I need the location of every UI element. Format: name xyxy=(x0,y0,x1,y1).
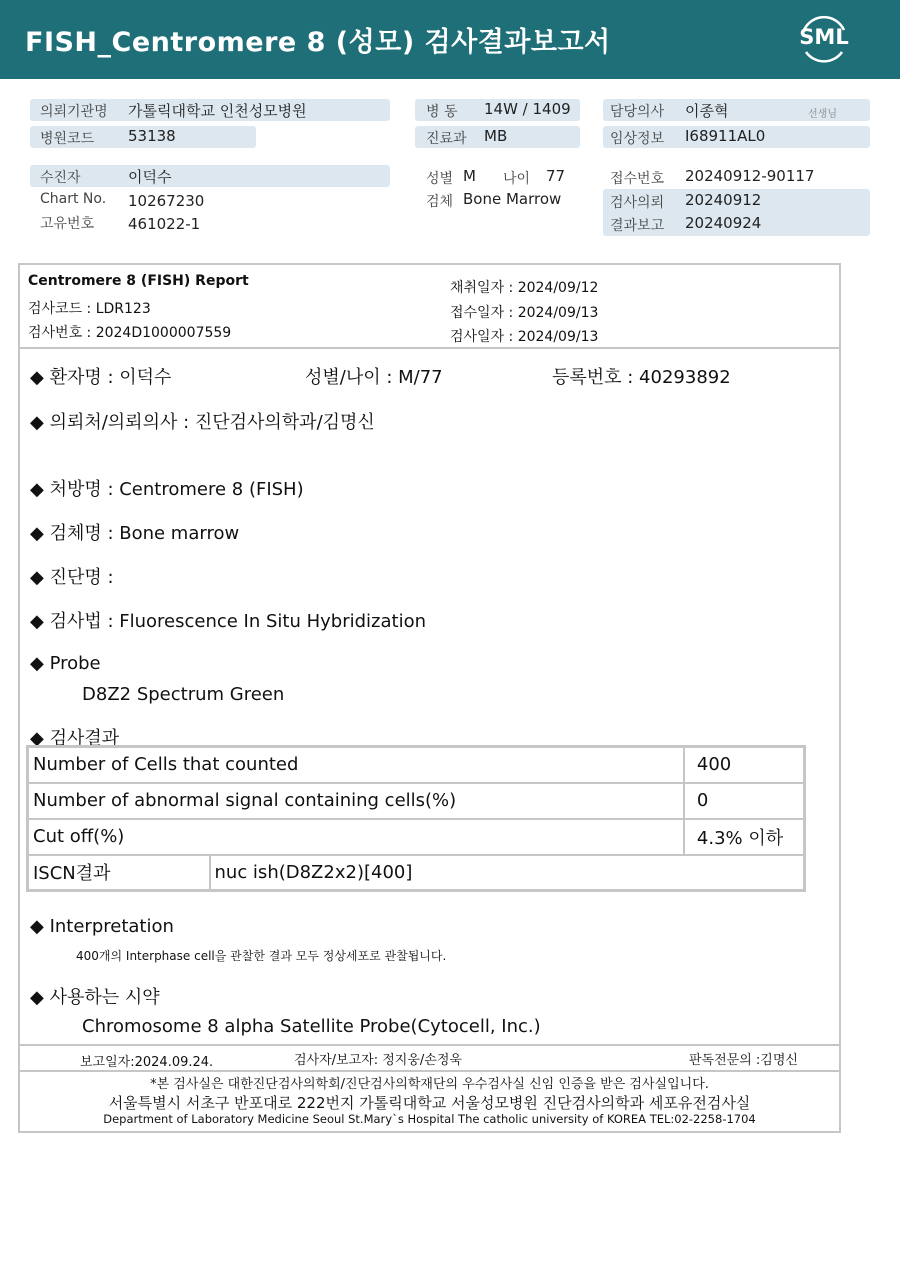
receipt-value: 20240912-90117 xyxy=(685,167,815,185)
result-table xyxy=(26,745,806,892)
tested-date: 검사일자 : 2024/09/13 xyxy=(450,329,599,345)
page-title: FISH_Centromere 8 (성모) 검사결과보고서 xyxy=(25,27,611,58)
sex-value: M xyxy=(463,167,476,185)
result-label-cell: Number of abnormal signal containing cells(%) xyxy=(28,783,684,819)
registration-line: 등록번호 : 40293892 xyxy=(552,367,731,388)
age-value: 77 xyxy=(546,167,566,185)
doctor-label: 담당의사 xyxy=(610,104,665,120)
unique-value: 461022-1 xyxy=(128,215,201,233)
sex-age-line: 성별/나이 : M/77 xyxy=(305,367,443,388)
age-label: 나이 xyxy=(503,171,531,187)
result-value-cell: 400 xyxy=(684,747,805,783)
footer-divider-bottom xyxy=(20,1070,839,1072)
clinical-label: 임상정보 xyxy=(610,131,665,147)
report-date: 보고일자:2024.09.24. xyxy=(80,1055,214,1070)
patient-line: ◆ 환자명 : 이덕수 xyxy=(30,367,172,388)
interpretation-text: 400개의 Interphase cell을 관찰한 결과 모두 정상세포로 관찰됩니다. xyxy=(76,949,447,963)
sml-logo xyxy=(796,12,852,66)
result-date-label: 결과보고 xyxy=(610,218,665,234)
report-box xyxy=(18,263,841,1133)
doctor-value: 이종혁 xyxy=(685,102,729,120)
result-value-cell: 4.3% 이하 xyxy=(684,819,805,855)
table-row xyxy=(28,819,805,855)
doctor-suffix: 선생님 xyxy=(808,109,837,120)
lab-address: 서울특별시 서초구 반포대로 222번지 가톨릭대학교 서울성모병원 진단검사의학과 세포유전검사실 xyxy=(108,1094,751,1112)
probe-value: D8Z2 Spectrum Green xyxy=(82,684,285,705)
examiner: 검사자/보고자: 정지웅/손정욱 xyxy=(294,1053,462,1068)
specialist: 판독전문의 :김명신 xyxy=(689,1053,798,1068)
request-value: 20240912 xyxy=(685,191,762,209)
method-line: ◆ 검사법 : Fluorescence In Situ Hybridization xyxy=(30,611,426,632)
reagent-value: Chromosome 8 alpha Satellite Probe(Cytocell, Inc.) xyxy=(82,1016,541,1037)
report-head-divider xyxy=(20,347,839,349)
iscn-label-cell: ISCN결과 xyxy=(28,855,210,891)
ward-label: 병 동 xyxy=(426,104,458,120)
probe-heading: ◆ Probe xyxy=(30,653,101,674)
institution-label: 의뢰기관명 xyxy=(40,104,108,120)
certification-note: *본 검사실은 대한진단검사의학회/진단검사의학재단의 우수검사실 신임 인증을 받은 검사실입니다. xyxy=(150,1077,709,1092)
hospital-code-value: 53138 xyxy=(128,127,176,145)
footer-divider-top xyxy=(20,1044,839,1046)
specimen-label: 검체 xyxy=(426,194,454,210)
chart-value: 10267230 xyxy=(128,192,205,210)
request-label: 검사의뢰 xyxy=(610,195,665,211)
specimen-value: Bone Marrow xyxy=(463,190,562,208)
result-value-cell: 0 xyxy=(684,783,805,819)
clinical-value: I68911AL0 xyxy=(685,127,766,145)
report-header xyxy=(0,0,900,79)
ward-value: 14W / 1409 xyxy=(484,100,571,118)
result-heading: ◆ 검사결과 xyxy=(30,728,120,749)
reagent-heading: ◆ 사용하는 시약 xyxy=(30,987,160,1008)
specimen-line: ◆ 검체명 : Bone marrow xyxy=(30,523,240,544)
patient-label: 수진자 xyxy=(40,170,81,186)
test-code: 검사코드 : LDR123 xyxy=(28,301,151,317)
institution-value: 가톨릭대학교 인천성모병원 xyxy=(128,102,307,120)
table-row xyxy=(28,855,805,891)
result-date-value: 20240924 xyxy=(685,214,762,232)
patient-bar xyxy=(30,165,390,187)
sex-label: 성별 xyxy=(426,171,454,187)
iscn-value-cell: nuc ish(D8Z2x2)[400] xyxy=(210,855,805,891)
chart-label: Chart No. xyxy=(40,191,107,207)
result-label-cell: Cut off(%) xyxy=(28,819,684,855)
dept-label: 진료과 xyxy=(426,131,467,147)
prescription-line: ◆ 처방명 : Centromere 8 (FISH) xyxy=(30,479,304,500)
receipt-label: 접수번호 xyxy=(610,171,665,187)
diagnosis-line: ◆ 진단명 : xyxy=(30,567,114,588)
interpretation-heading: ◆ Interpretation xyxy=(30,916,174,937)
unique-label: 고유번호 xyxy=(40,216,95,232)
table-row xyxy=(28,783,805,819)
dept-value: MB xyxy=(484,127,508,145)
hospital-code-label: 병원코드 xyxy=(40,131,95,147)
referrer-line: ◆ 의뢰처/의뢰의사 : 진단검사의학과/김명신 xyxy=(30,412,375,433)
received-date: 접수일자 : 2024/09/13 xyxy=(450,305,599,321)
logo-text: SML xyxy=(799,25,849,49)
result-label-cell: Number of Cells that counted xyxy=(28,747,684,783)
report-title: Centromere 8 (FISH) Report xyxy=(28,273,249,289)
collected-date: 채취일자 : 2024/09/12 xyxy=(450,280,599,296)
test-number: 검사번호 : 2024D1000007559 xyxy=(28,325,232,341)
department-english: Department of Laboratory Medicine Seoul St.Mary`s Hospital The catholic university of KOREA TEL:02-2258-1704 xyxy=(103,1112,756,1126)
table-row xyxy=(28,747,805,783)
patient-value: 이덕수 xyxy=(128,168,172,186)
